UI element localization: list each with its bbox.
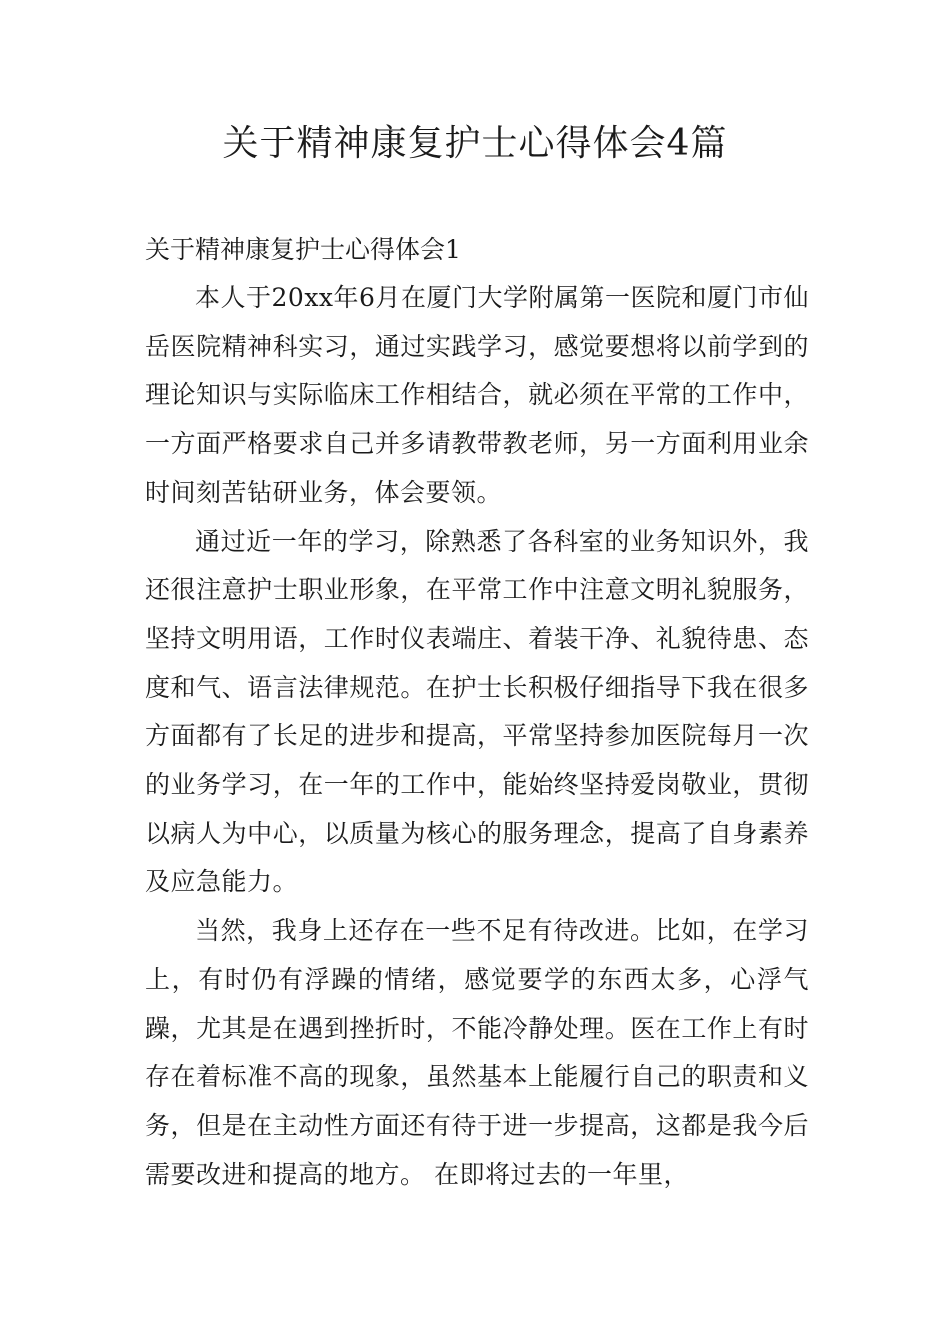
paragraph-2: 通过近一年的学习，除熟悉了各科室的业务知识外，我还很注意护士职业形象，在平常工作中注意文明礼貌服务，坚持文明用语，工作时仪表端庄、着装干净、礼貌待患、态度和气、语言法律规范。在护士长积极仔细指导下我在很多方面都有了长足的进步和提高，平常坚持参加医院每月一次的业务学习，在一年的工作中，能始终坚持爱岗敬业，贯彻以病人为中心，以质量为核心的服务理念，提高了自身素养及应急能力。	[145, 526, 809, 897]
document-title: 关于精神康复护士心得体会4篇	[222, 123, 728, 164]
paragraph-3: 当然，我身上还存在一些不足有待改进。比如，在学习上，有时仍有浮躁的情绪，感觉要学的东西太多，心浮气躁，尤其是在遇到挫折时，不能冷静处理。医在工作上有时存在着标准不高的现象，虽然基本上能履行自己的职责和义务，但是在主动性方面还有待于进一步提高，这都是我今后需要改进和提高的地方。 在即将过去的一年里，	[145, 916, 809, 1189]
section-heading: 关于精神康复护士心得体会1	[145, 235, 461, 264]
document-body	[145, 226, 809, 1199]
paragraph-1: 本人于20xx年6月在厦门大学附属第一医院和厦门市仙岳医院精神科实习，通过实践学习，感觉要想将以前学到的理论知识与实际临床工作相结合，就必须在平常的工作中，一方面严格要求自己并多请教带教老师，另一方面利用业余时间刻苦钻研业务，体会要领。	[145, 283, 809, 507]
